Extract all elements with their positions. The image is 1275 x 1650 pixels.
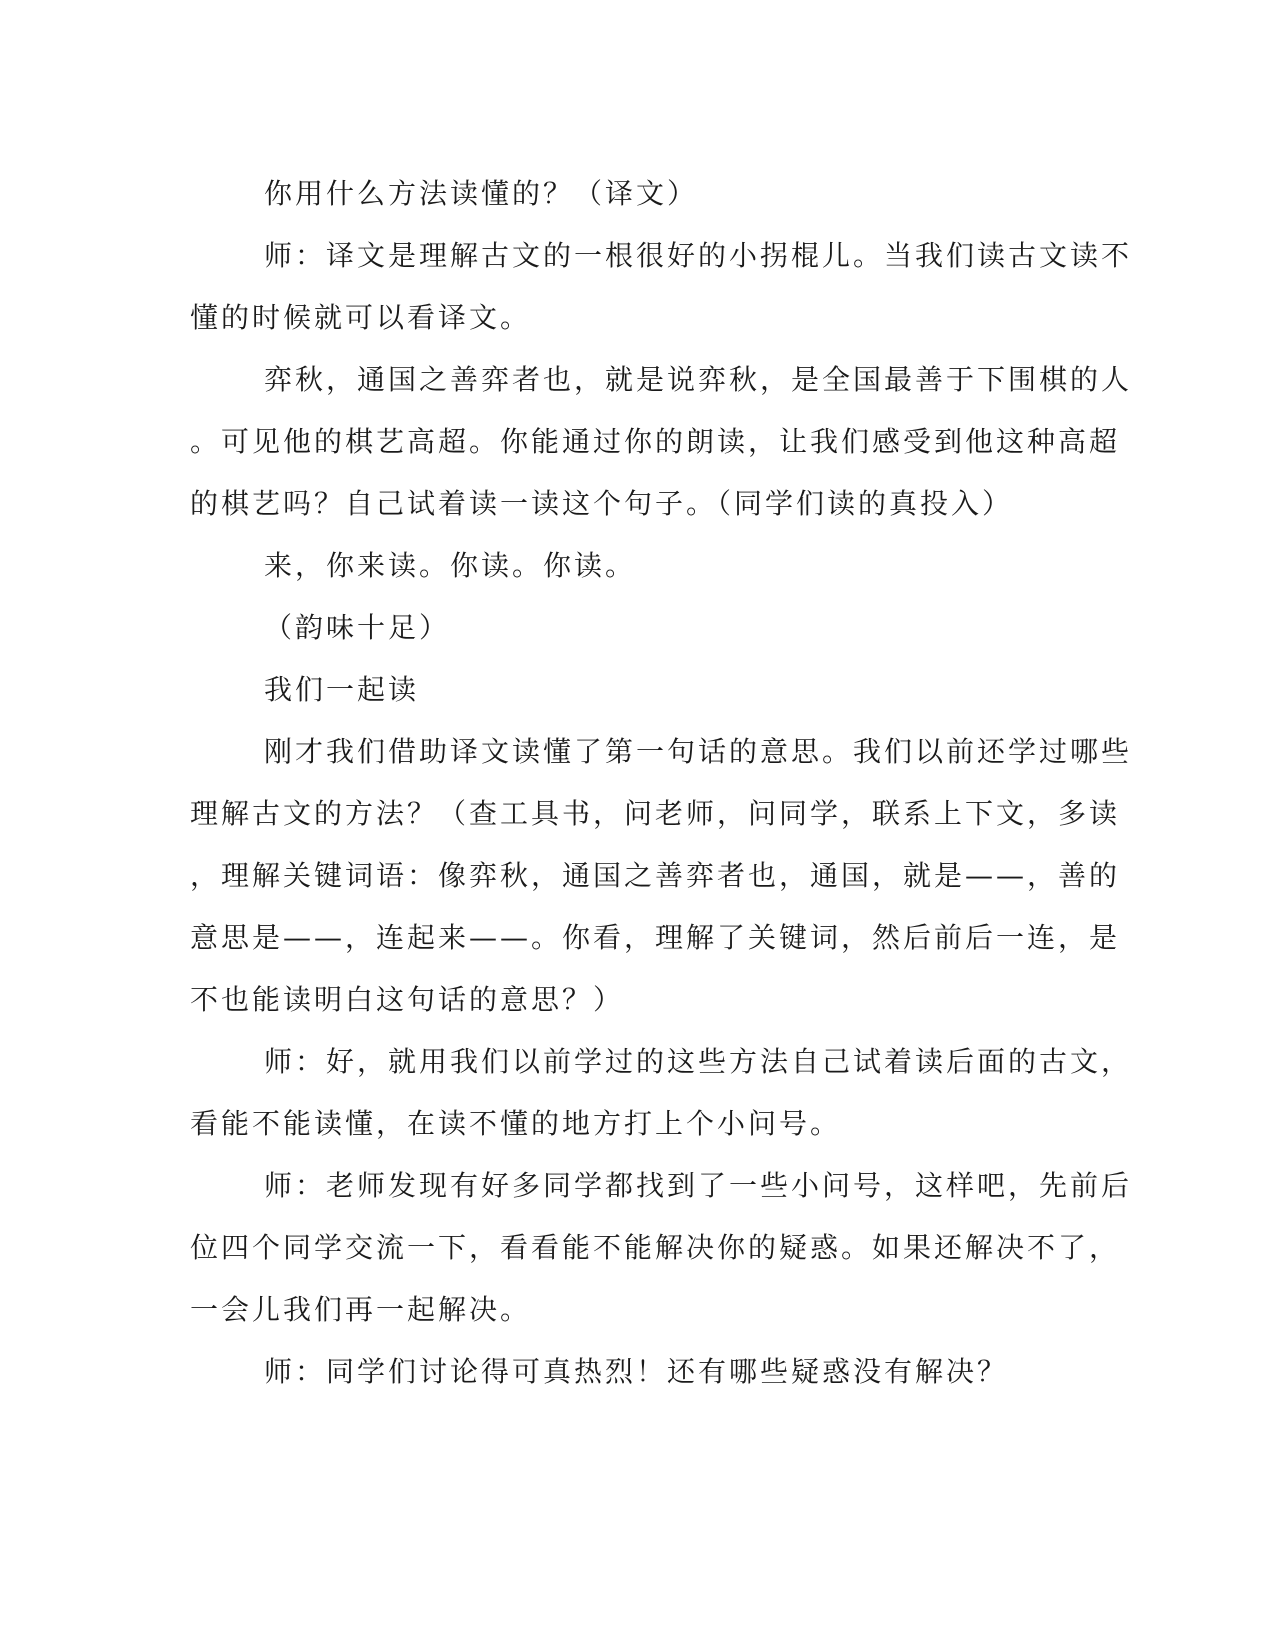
text-line: 弈秋，通国之善弈者也，就是说弈秋，是全国最善于下围棋的人 [264,363,1133,396]
paragraph-6 [190,659,1075,721]
text-line: 不也能读明白这句话的意思？） [190,983,625,1016]
paragraph-5 [190,597,1075,659]
paragraph-7 [190,721,1133,1031]
paragraph-8 [190,1031,1133,1155]
paragraph-9 [190,1155,1133,1341]
text-line: 师：好，就用我们以前学过的这些方法自己试着读后面的古文， [264,1045,1133,1078]
text-line: 一会儿我们再一起解决。 [190,1293,532,1326]
paragraph-4 [190,535,1075,597]
text-line: 。可见他的棋艺高超。你能通过你的朗读，让我们感受到他这种高超 [190,425,1121,458]
document-body [190,163,1133,1403]
text-line: ，理解关键词语：像弈秋，通国之善弈者也，通国，就是——，善的 [190,859,1121,892]
paragraph-3 [190,349,1133,535]
text-line: 位四个同学交流一下，看看能不能解决你的疑惑。如果还解决不了， [190,1231,1121,1264]
text-line: 师：老师发现有好多同学都找到了一些小问号，这样吧，先前后 [264,1169,1133,1202]
text-line: 师：译文是理解古文的一根很好的小拐棍儿。当我们读古文读不 [264,239,1133,272]
text-line: 刚才我们借助译文读懂了第一句话的意思。我们以前还学过哪些 [264,735,1133,768]
text-line: 理解古文的方法？（查工具书，问老师，问同学，联系上下文，多读 [190,797,1121,830]
text-line: 的棋艺吗？自己试着读一读这个句子。（同学们读的真投入） [190,487,1014,520]
text-line: 你用什么方法读懂的？（译文） [264,177,699,210]
text-line: 我们一起读 [264,673,420,706]
text-line: 看能不能读懂，在读不懂的地方打上个小问号。 [190,1107,842,1140]
text-line: 意思是——，连起来——。你看，理解了关键词，然后前后一连，是 [190,921,1121,954]
text-line: （韵味十足） [264,611,451,644]
paragraph-2 [190,225,1133,349]
paragraph-10 [190,1341,1075,1403]
text-line: 来，你来读。你读。你读。 [264,549,637,582]
text-line: 师：同学们讨论得可真热烈！还有哪些疑惑没有解决？ [264,1355,1009,1388]
paragraph-1 [190,163,1075,225]
text-line: 懂的时候就可以看译文。 [190,301,532,334]
